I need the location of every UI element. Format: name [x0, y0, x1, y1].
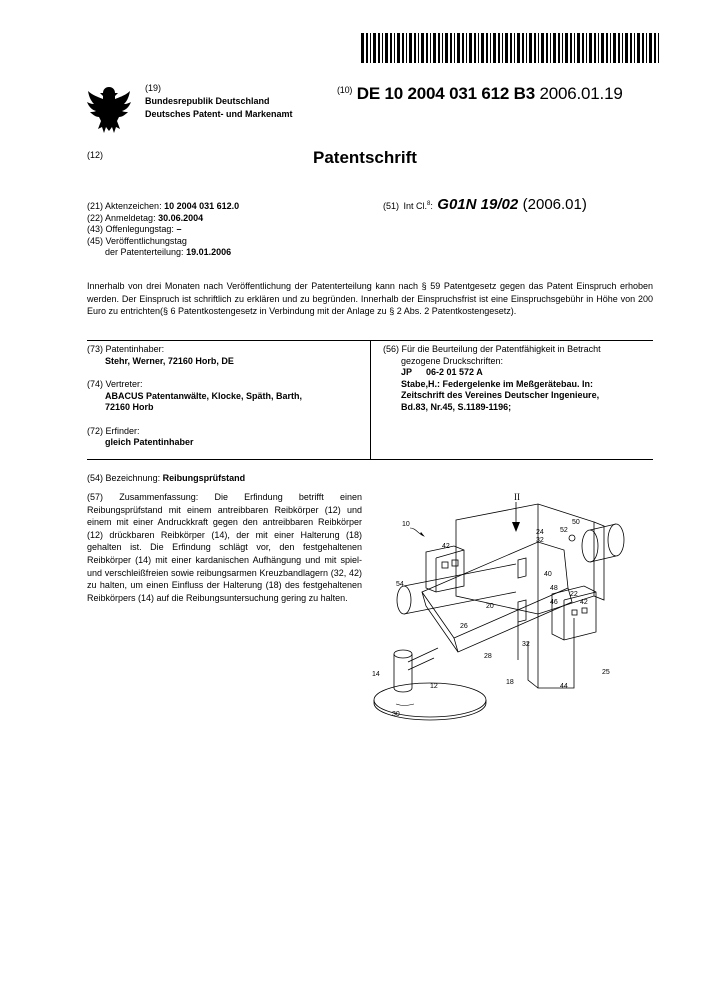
- document-number: DE 10 2004 031 612 B3: [356, 84, 535, 103]
- ref-48: 48: [550, 585, 558, 592]
- inhaber-value: Stehr, Werner, 72160 Horb, DE: [105, 355, 234, 366]
- ipc-class-value: G01N 19/02: [437, 196, 519, 213]
- authority-name: Bundesrepublik Deutschland: [145, 96, 270, 106]
- citations-label-line1: Für die Beurteilung der Patentfähigkeit in Betracht: [401, 344, 601, 354]
- anmeldetag-label: Anmeldetag:: [105, 212, 156, 223]
- document-number-line: [337, 84, 623, 104]
- inhaber-code: (73): [87, 344, 104, 354]
- erfinder-code: (72): [87, 425, 104, 436]
- veroeffentlichung-value: 19.01.2006: [186, 247, 232, 257]
- ref-28: 28: [484, 653, 492, 660]
- ref-54: 54: [396, 581, 404, 588]
- ref-42-right: 42: [580, 599, 588, 606]
- ref-44: 44: [560, 683, 568, 690]
- bibliographic-block: [87, 201, 239, 259]
- ref-52: 52: [560, 527, 568, 534]
- erfinder-value: gleich Patentinhaber: [105, 437, 194, 447]
- ref-18: 18: [506, 679, 514, 686]
- patent-drawing: [368, 492, 630, 732]
- ipc-code: (51): [383, 201, 400, 211]
- authority-code: (19): [145, 83, 162, 93]
- ref-26: 26: [460, 623, 468, 630]
- ref-42-left: 42: [442, 543, 450, 550]
- ref-30: 30: [392, 711, 400, 718]
- document-date: 2006.01.19: [539, 84, 623, 103]
- ref-25: 25: [602, 669, 610, 676]
- offenlegungstag-code: (43): [87, 224, 104, 234]
- bezeichnung-code: (54): [87, 473, 104, 483]
- divider-vertical: [370, 340, 371, 459]
- ref-50: 50: [572, 519, 580, 526]
- aktenzeichen-label: Aktenzeichen:: [105, 201, 162, 211]
- ref-10: 10: [402, 521, 410, 528]
- ref-22: 22: [570, 591, 578, 598]
- document-title: Patentschrift: [313, 148, 417, 167]
- ipc-classification: (51) Int Cl.$^8$: G01N 19/02 (2006.01): [383, 196, 587, 213]
- citation-1-number: 06-2 01 572 A: [426, 367, 483, 377]
- citations-code: (56): [383, 344, 400, 354]
- kind-code: (12): [87, 150, 104, 160]
- divider-bottom: [87, 459, 653, 460]
- inhaber-label: Patentinhaber:: [105, 344, 165, 354]
- figure-view-label: II: [514, 492, 520, 502]
- erfinder-label: Erfinder:: [105, 425, 140, 436]
- barcode: [361, 33, 661, 63]
- citation-1-country: JP: [401, 367, 413, 377]
- ref-12: 12: [430, 683, 438, 690]
- citation-2-line1: Stabe,H.: Federgelenke im Meßgerätebau. In:: [401, 378, 594, 389]
- ref-14: 14: [372, 671, 380, 678]
- federal-eagle-emblem: [86, 83, 132, 137]
- citation-2-line2: Zeitschrift des Vereines Deutscher Ingenieure,: [401, 390, 600, 400]
- abstract-label: Zusammenfassung:: [119, 492, 199, 502]
- abstract-text: Die Erfindung betrifft einen Reibungsprüfstand mit einem antreibbaren Reibkörper (12) und einem mit einer Andruckkraft gegen den antreibbaren Reibkörper (12) drückbaren Reibkörper (14), der mit einer Halterung (18) gehalten ist. Die Erfindung schlägt vor, den festgehaltenen Reibkörper (14) mit einer kardanischen Aufhängung und mit spiel- und verschleißfreien sowie reibungsarmen Kreuzbandlagern (32, 42) zu halten, um einen Einfluss der Halterung (18) des festgehaltenen Reibkörpers (14) auf die Reibungsuntersuchung gering zu halten.: [87, 492, 362, 603]
- ref-24: 24: [536, 529, 544, 536]
- anmeldetag-code: (22): [87, 212, 104, 223]
- ipc-version: (2006.01): [522, 196, 587, 213]
- citations-label-line2: gezogene Druckschriften:: [401, 355, 504, 366]
- aktenzeichen-code: (21): [87, 201, 104, 211]
- opposition-notice: Innerhalb von drei Monaten nach Veröffentlichung der Patenterteilung kann nach § 59 Patentgesetz gegen das Patent Einspruch erhoben werden. Der Einspruch ist schriftlich zu erklären und zu begründen. Innerhalb der Einspruchsfrist ist eine Einspruchsgebühr in Höhe von 200 Euro zu entrichten(§ 6 Patentkostengesetz in Verbindung mit der Anlage zu § 2 Abs. 2 Patentkostengesetz).: [87, 281, 653, 317]
- ref-46: 46: [550, 599, 558, 606]
- citation-2-line3: Bd.83, Nr.45, S.1189-1196;: [401, 401, 512, 412]
- veroeffentlichung-code: (45): [87, 235, 104, 246]
- ipc-label: Int Cl.: [403, 201, 427, 211]
- veroeffentlichung-label: Veröffentlichungstag: [105, 235, 187, 246]
- patent-office-name: Deutsches Patent- und Markenamt: [145, 109, 293, 119]
- ref-40: 40: [544, 571, 552, 578]
- doc-code: (10): [337, 85, 353, 95]
- citations-block: [383, 344, 601, 413]
- bezeichnung-value: Reibungsprüfstand: [162, 473, 246, 483]
- bezeichnung-label: Bezeichnung:: [105, 473, 161, 483]
- ref-32-lower: 32: [522, 641, 530, 648]
- vertreter-label: Vertreter:: [105, 379, 143, 389]
- parties-block: [87, 344, 302, 449]
- offenlegungstag-label: Offenlegungstag:: [105, 224, 174, 234]
- anmeldetag-value: 30.06.2004: [158, 212, 204, 223]
- patenterteilung-label: der Patenterteilung:: [105, 247, 184, 257]
- bezeichnung-line: [87, 473, 245, 485]
- abstract-code: (57): [87, 492, 104, 502]
- ref-32-upper: 32: [536, 537, 544, 544]
- offenlegungstag-value: –: [176, 224, 182, 234]
- ref-20: 20: [486, 603, 494, 610]
- abstract-block: [87, 491, 362, 604]
- ipc-superscript: 8: [426, 201, 431, 207]
- vertreter-code: (74): [87, 379, 104, 389]
- vertreter-value-line1: ABACUS Patentanwälte, Klocke, Späth, Barth,: [105, 390, 303, 401]
- vertreter-value-line2: 72160 Horb: [105, 402, 154, 412]
- aktenzeichen-value: 10 2004 031 612.0: [164, 201, 240, 211]
